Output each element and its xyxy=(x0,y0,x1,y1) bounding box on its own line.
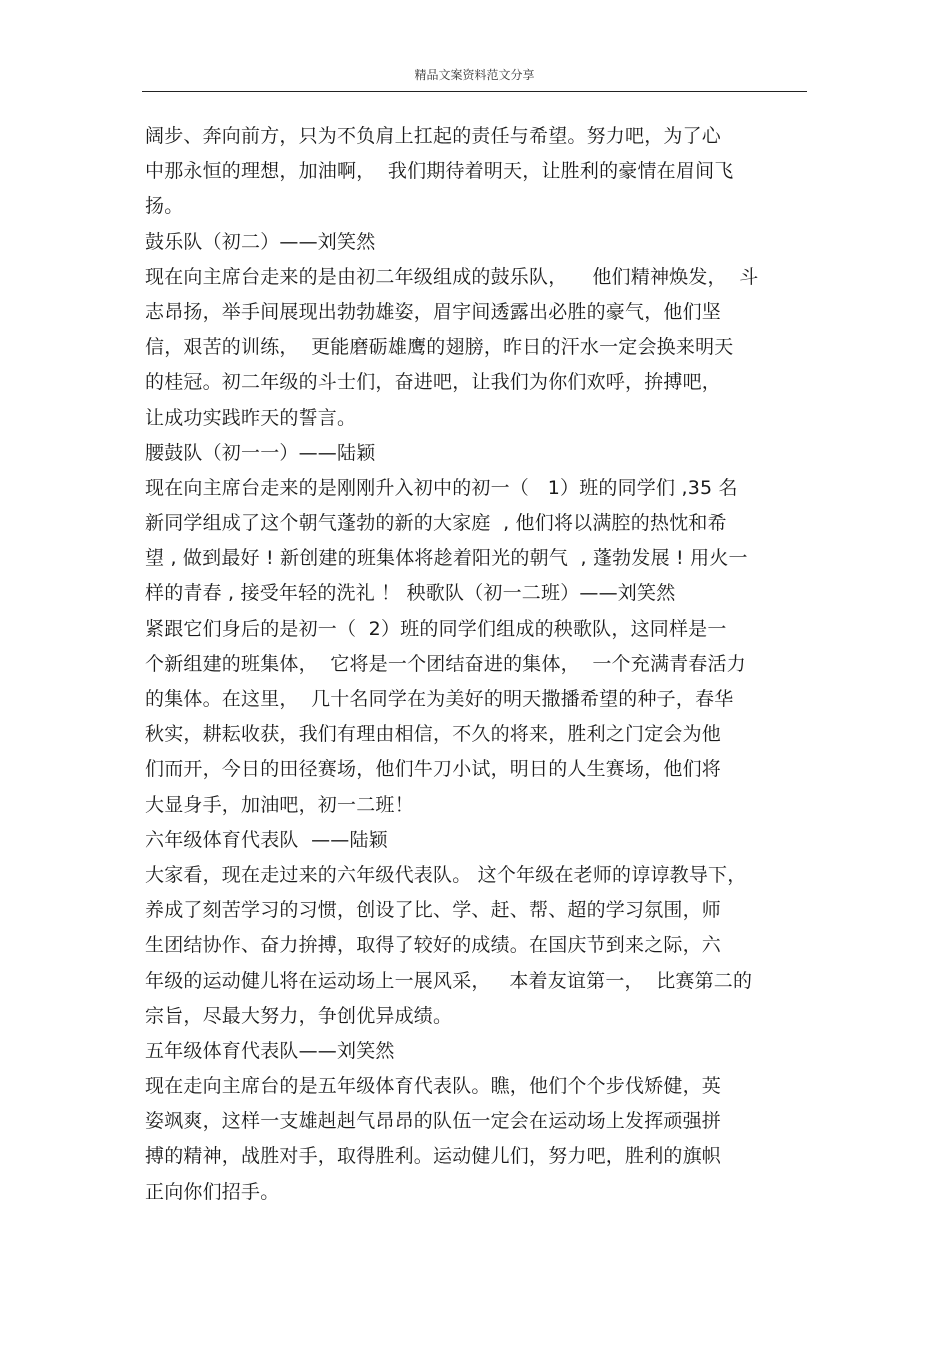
text-line: 样的青春 , 接受年轻的洗礼 ！ 秧歌队（初一二班）——刘笑然 xyxy=(145,582,676,605)
section-heading: 鼓乐队（初二）——刘笑然 xyxy=(145,230,376,253)
text-line: 姿飒爽，这样一支雄赳赳气昂昂的队伍一定会在运动场上发挥顽强拼 xyxy=(145,1110,722,1133)
section-heading: 五年级体育代表队——刘笑然 xyxy=(145,1039,395,1062)
text-line: 生团结协作、奋力拚搏，取得了较好的成绩。在国庆节到来之际，六 xyxy=(145,934,722,957)
text-line: 中那永恒的理想，加油啊， 我们期待着明天，让胜利的豪情在眉间飞 xyxy=(145,160,734,183)
section-heading: 六年级体育代表队 ——陆颖 xyxy=(145,828,388,851)
text-line: 现在向主席台走来的是刚刚升入初中的初一（ 1）班的同学们 ,35 名 xyxy=(145,476,738,499)
text-line: 让成功实践昨天的誓言。 xyxy=(145,406,357,429)
text-line: 的桂冠。初二年级的斗士们，奋进吧，让我们为你们欢呼，拚搏吧， xyxy=(145,371,722,394)
header-divider xyxy=(142,91,807,92)
document-body xyxy=(145,119,810,1210)
text-line: 紧跟它们身后的是初一（ 2）班的同学们组成的秧歌队，这同样是一 xyxy=(145,617,727,640)
text-line: 宗旨，尽最大努力，争创优异成绩。 xyxy=(145,1004,453,1027)
text-line: 们而开，今日的田径赛场，他们牛刀小试，明日的人生赛场，他们将 xyxy=(145,758,722,781)
text-line: 大显身手，加油吧，初一二班！ xyxy=(145,793,414,816)
text-line: 个新组建的班集体， 它将是一个团结奋进的集体， 一个充满青春活力 xyxy=(145,652,746,675)
text-line: 现在向主席台走来的是由初二年级组成的鼓乐队， 他们精神焕发， 斗 xyxy=(145,265,759,288)
text-line: 大家看，现在走过来的六年级代表队。 这个年级在老师的谆谆教导下， xyxy=(145,863,747,886)
text-line: 正向你们招手。 xyxy=(145,1180,280,1203)
text-line: 新同学组成了这个朝气蓬勃的新的大家庭 , 他们将以满腔的热忱和希 xyxy=(145,512,727,535)
text-line: 的集体。在这里， 几十名同学在为美好的明天撒播希望的种子，春华 xyxy=(145,688,734,710)
text-line: 志昂扬，举手间展现出勃勃雄姿，眉宇间透露出必胜的豪气，他们坚 xyxy=(145,300,722,323)
text-line: 扬。 xyxy=(145,195,184,218)
text-line: 养成了刻苦学习的习惯，创设了比、学、赶、帮、超的学习氛围，师 xyxy=(145,899,722,922)
text-line: 信，艰苦的训练， 更能磨砺雄鹰的翅膀，昨日的汗水一定会换来明天 xyxy=(145,336,734,359)
text-line: 秋实，耕耘收获，我们有理由相信，不久的将来，胜利之门定会为他 xyxy=(145,723,722,746)
text-line: 搏的精神，战胜对手，取得胜利。运动健儿们，努力吧，胜利的旗帜 xyxy=(145,1145,722,1168)
page-header: 精品文案资料范文分享 xyxy=(414,68,535,82)
text-line: 望 , 做到最好 ! 新创建的班集体将趁着阳光的朝气 , 蓬勃发展 ! 用火一 xyxy=(145,547,748,570)
section-heading: 腰鼓队（初一一）——陆颖 xyxy=(145,441,376,464)
text-line: 现在走向主席台的是五年级体育代表队。瞧，他们个个步伐矫健，英 xyxy=(145,1075,722,1098)
text-line: 年级的运动健儿将在运动场上一展风采， 本着友谊第一， 比赛第二的 xyxy=(145,969,753,992)
text-line: 阔步、奔向前方，只为不负肩上扛起的责任与希望。努力吧，为了心 xyxy=(145,125,722,147)
